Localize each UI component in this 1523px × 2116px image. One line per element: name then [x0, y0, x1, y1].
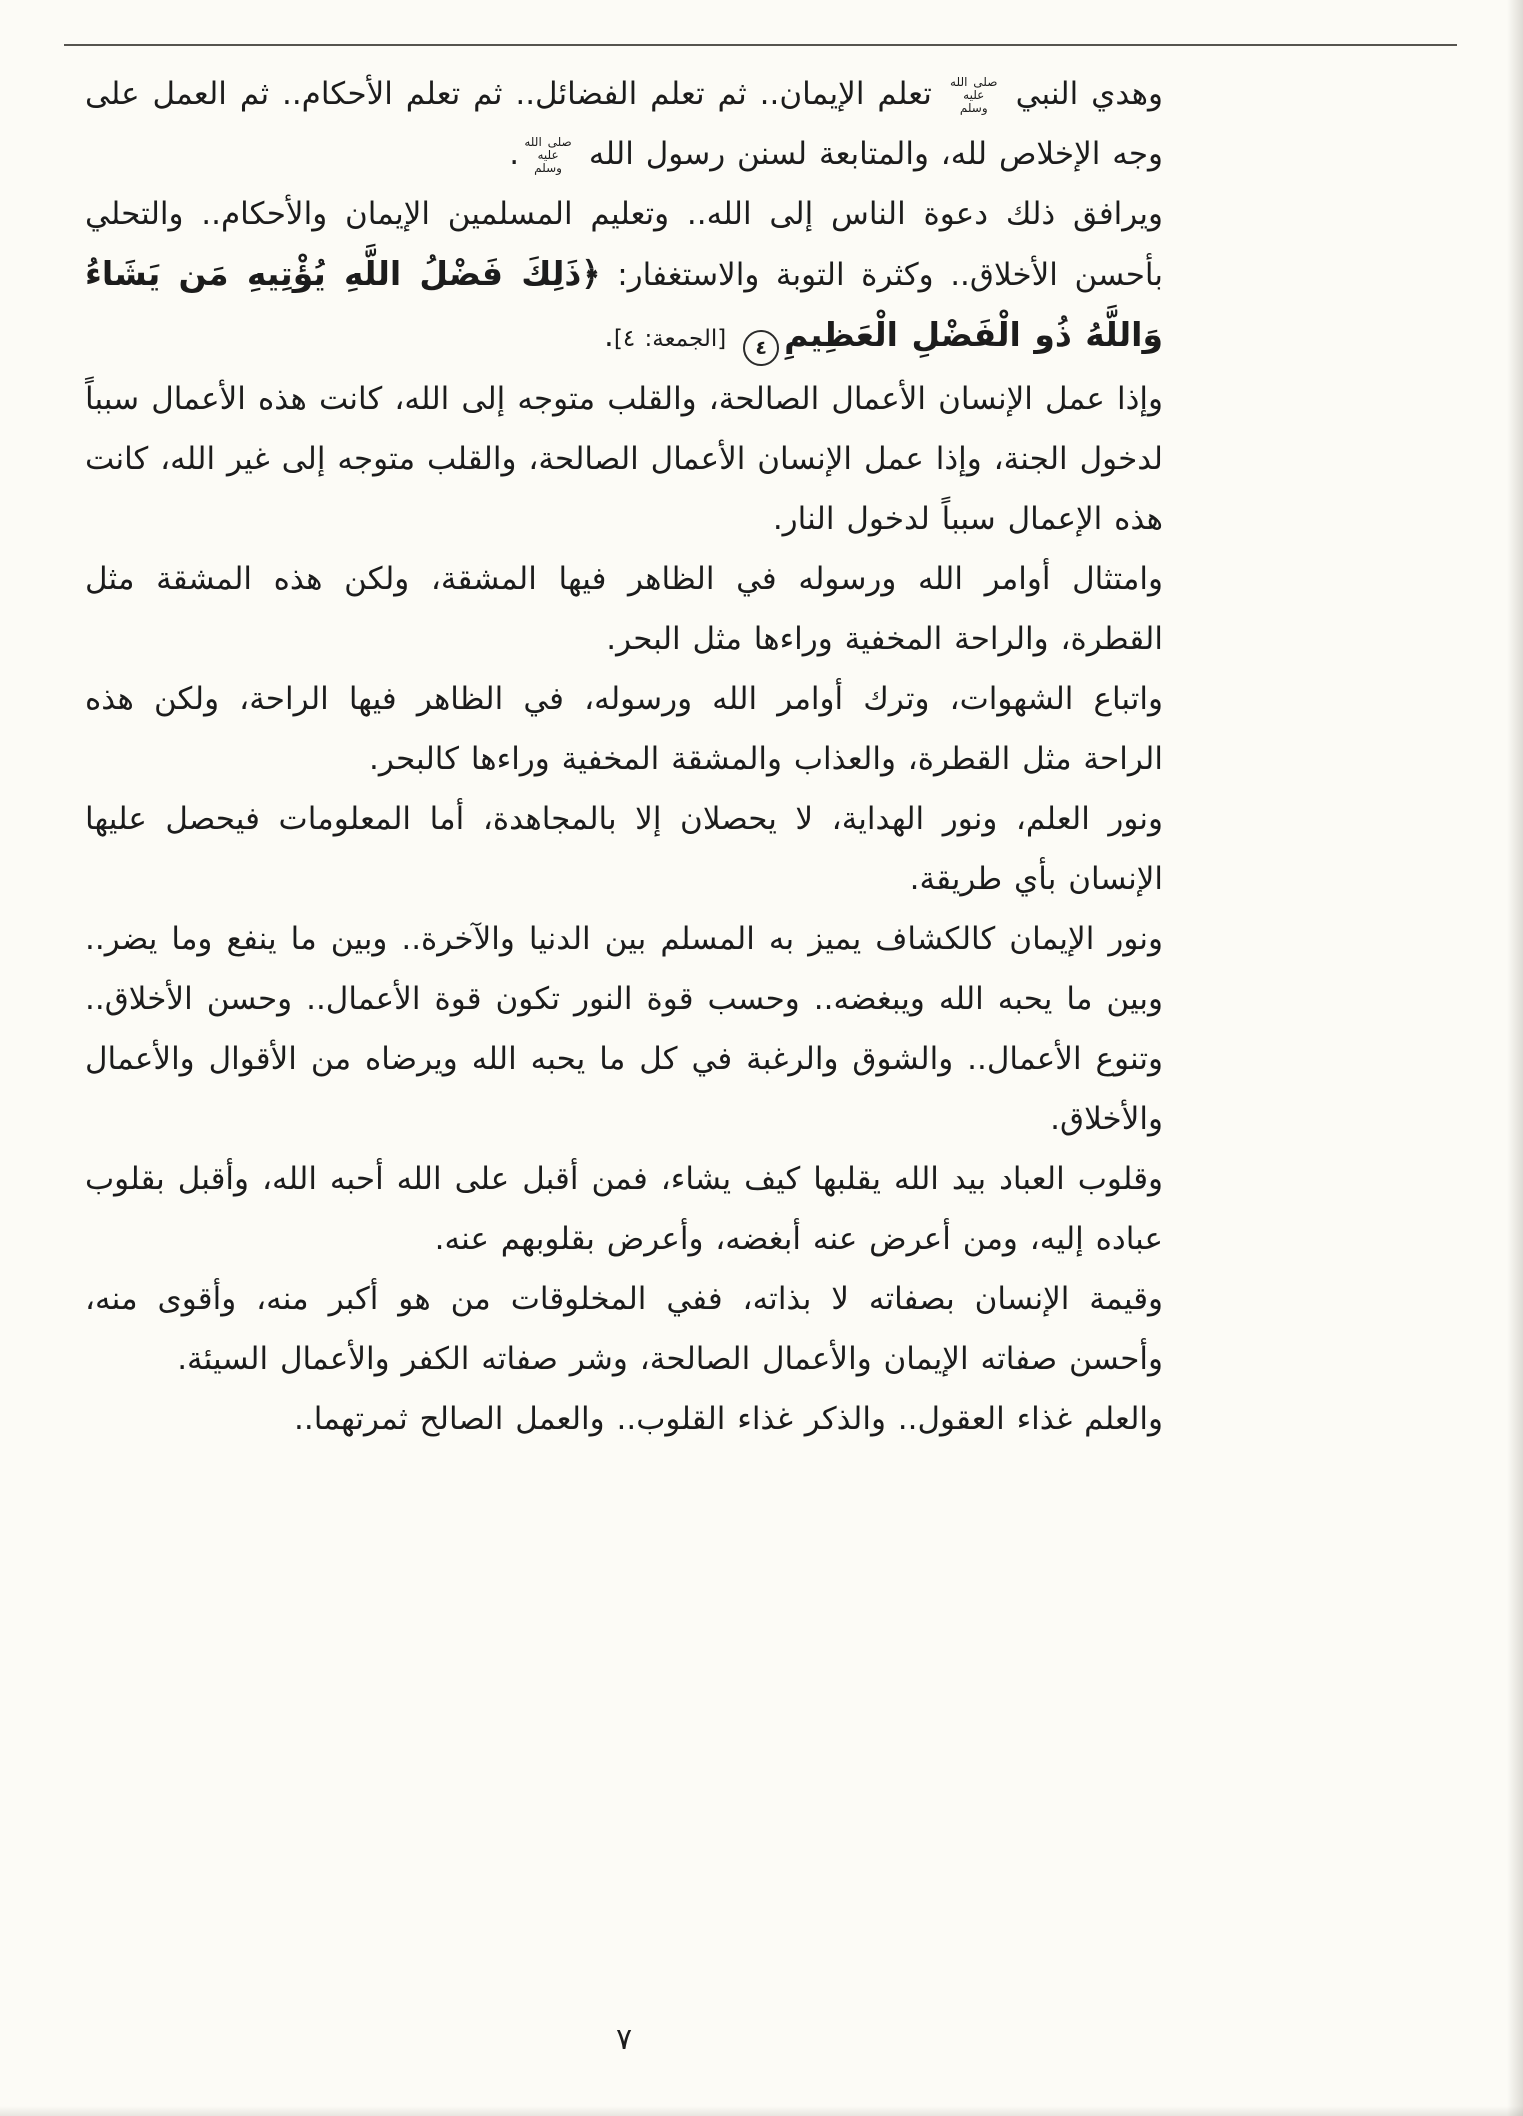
paragraph [85, 64, 1163, 184]
paragraph [85, 184, 1163, 369]
text-run: وهدي النبي [1002, 76, 1164, 112]
scan-edge-shadow-bottom [0, 2106, 1523, 2116]
honorific-symbol: صلى الله عليه وسلم [950, 75, 998, 115]
paragraph [85, 1149, 1163, 1269]
text-run [726, 318, 738, 354]
text-run: ويرافق ذلك دعوة الناس إلى الله.. وتعليم المسلمين الإيمان والأحكام.. والتحلي بأحسن الأخلاق.. وكثرة التوبة والاستغفار: [85, 196, 1163, 293]
scan-edge-shadow-right [1507, 0, 1523, 2116]
text-run: ونور الإيمان كالكشاف يميز به المسلم بين الدنيا والآخرة.. وبين ما ينفع وما يضر.. وبين ما يحبه الله ويبغضه.. وحسب قوة النور تكون قوة الأعمال.. وحسن الأخلاق.. وتنوع الأعمال.. والشوق والرغبة في كل ما يحبه الله ويرضاه من الأقوال والأعمال والأخلاق. [85, 921, 1163, 1137]
text-run: . [604, 318, 614, 354]
text-run: وامتثال أوامر الله ورسوله في الظاهر فيها المشقة، ولكن هذه المشقة مثل القطرة، والراحة المخفية وراءها مثل البحر. [85, 561, 1163, 657]
paragraph [85, 549, 1163, 669]
text-run: واتباع الشهوات، وترك أوامر الله ورسوله، في الظاهر فيها الراحة، ولكن هذه الراحة مثل القطرة، والعذاب والمشقة المخفية وراءها كالبحر. [85, 681, 1163, 777]
paragraph [85, 1269, 1163, 1389]
text-run: وقلوب العباد بيد الله يقلبها كيف يشاء، فمن أقبل على الله أحبه الله، وأقبل بقلوب عباده إليه، ومن أعرض عنه أبغضه، وأعرض بقلوبهم عنه. [85, 1161, 1163, 1257]
page-number: ٧ [615, 2022, 633, 2057]
text-run: تعلم الإيمان.. ثم تعلم الفضائل.. ثم تعلم الأحكام.. ثم العمل على وجه الإخلاص لله، والمتابعة لسنن رسول الله [85, 76, 1163, 172]
text-run: . [509, 136, 520, 172]
paragraph [85, 369, 1163, 549]
text-run: وإذا عمل الإنسان الأعمال الصالحة، والقلب متوجه إلى الله، كانت هذه الأعمال سبباً لدخول الجنة، وإذا عمل الإنسان الأعمال الصالحة، والقلب متوجه إلى غير الله، كانت هذه الإعمال سبباً لدخول النار. [85, 381, 1163, 537]
paragraph [85, 669, 1163, 789]
text-run: والعلم غذاء العقول.. والذكر غذاء القلوب.. والعمل الصالح ثمرتهما.. [294, 1401, 1163, 1437]
header-rule [64, 44, 1457, 46]
ayah-number-marker: ٤ [743, 330, 779, 366]
paragraph [85, 1389, 1163, 1449]
quran-verse: ﴿ذَلِكَ فَضْلُ اللَّهِ يُؤْتِيهِ مَن يَشَاءُ وَاللَّهُ ذُو الْفَضْلِ الْعَظِيمِ [85, 254, 1163, 354]
text-run: وقيمة الإنسان بصفاته لا بذاته، ففي المخلوقات من هو أكبر منه، وأقوى منه، وأحسن صفاته الإيمان والأعمال الصالحة، وشر صفاته الكفر والأعمال السيئة. [85, 1281, 1163, 1377]
paragraph [85, 909, 1163, 1149]
honorific-symbol: صلى الله عليه وسلم [524, 135, 572, 175]
paragraph [85, 789, 1163, 909]
text-run: ونور العلم، ونور الهداية، لا يحصلان إلا بالمجاهدة، أما المعلومات فيحصل عليها الإنسان بأي طريقة. [85, 801, 1163, 897]
body-text [85, 64, 1163, 1449]
verse-reference: [الجمعة: ٤] [613, 326, 727, 352]
